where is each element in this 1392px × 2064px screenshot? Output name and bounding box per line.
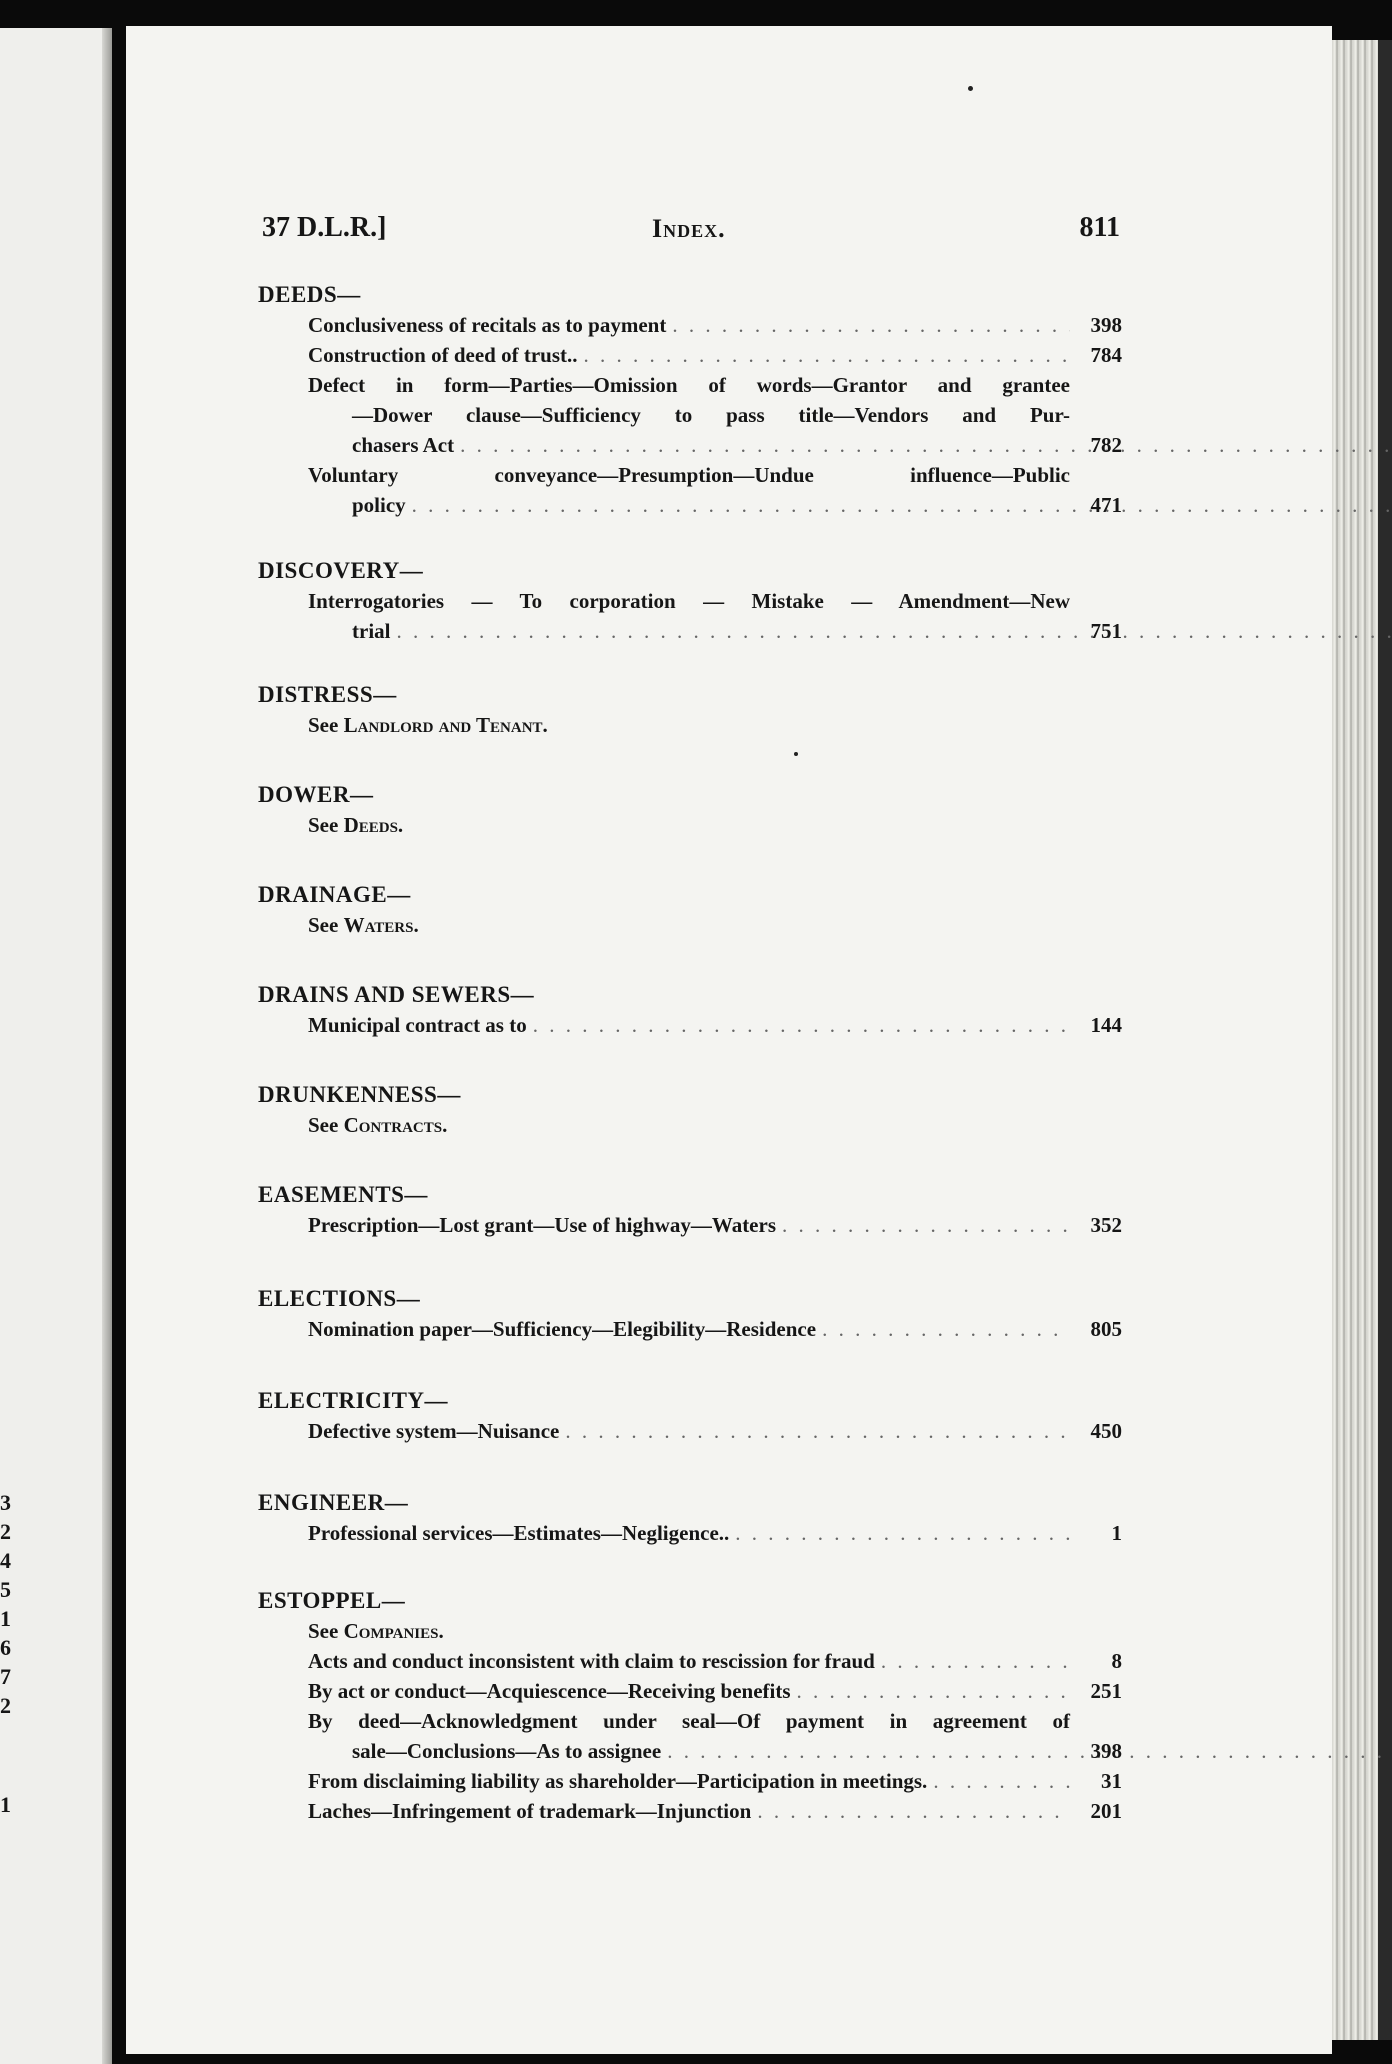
index-entry [308, 1010, 1122, 1040]
leader-dots [396, 619, 1392, 643]
index-entry [308, 1796, 1122, 1826]
leader-dots [797, 1676, 1070, 1706]
index-section [258, 1284, 1122, 1344]
entry-line: trial [352, 619, 391, 643]
entry-line: sale—Conclusions—As to assignee [352, 1739, 662, 1763]
running-title: Index. [652, 214, 726, 243]
entry-line: Conclusiveness of recitals as to payment [308, 313, 667, 337]
leader-dots [757, 1796, 1070, 1826]
entry-page-ref: 805 [1090, 1317, 1122, 1341]
index-entry [308, 1706, 1122, 1766]
facing-page-gutter [102, 28, 112, 2064]
leader-dots [460, 433, 1392, 457]
see-prefix: See [308, 913, 339, 937]
index-section [258, 280, 1122, 520]
section-heading: ENGINEER— [258, 1490, 409, 1515]
section-heading: DRAINAGE— [258, 882, 411, 907]
leader-dots [565, 1416, 1070, 1446]
index-entry [308, 1646, 1122, 1676]
section-heading: ELECTIONS— [258, 1286, 421, 1311]
entry-line: chasers Act [352, 433, 455, 457]
see-reference [308, 1110, 1122, 1140]
print-speck [794, 752, 798, 756]
entry-line: By deed—Acknowledgment under seal—Of payment in agreement of [308, 1709, 1070, 1733]
see-reference [308, 810, 1122, 840]
entry-line: Acts and conduct inconsistent with claim to rescission for fraud [308, 1649, 875, 1673]
section-heading: DISTRESS— [258, 682, 397, 707]
entry-line: Nomination paper—Sufficiency—Elegibility—Residence [308, 1317, 817, 1341]
index-section [258, 1180, 1122, 1240]
leader-dots [933, 1766, 1070, 1796]
page-number: 811 [1079, 212, 1120, 243]
section-heading: DRAINS AND SEWERS— [258, 982, 535, 1007]
leader-dots [735, 1518, 1070, 1548]
facing-page [0, 28, 112, 2064]
leader-dots [533, 1010, 1070, 1040]
entry-line: Defect in form—Parties—Omission of words—Grantor and grantee [308, 373, 1070, 397]
facing-page-fragment: 1 [0, 1792, 11, 1817]
index-entry [308, 1210, 1122, 1240]
entry-line: Interrogatories — To corporation — Mistake — Amendment—New [308, 589, 1070, 613]
entry-line: From disclaiming liability as shareholder—Participation in meetings. [308, 1769, 928, 1793]
entry-page-ref: 398 [1090, 313, 1122, 337]
entry-line: Defective system—Nuisance [308, 1419, 560, 1443]
facing-page-fragment: 3 [0, 1490, 11, 1515]
section-heading: EASEMENTS— [258, 1182, 428, 1207]
entry-line: Construction of deed of trust.. [308, 343, 578, 367]
entry-page-ref: 784 [1090, 343, 1122, 367]
index-entry [308, 460, 1122, 520]
entry-page-ref: 471 [1090, 493, 1122, 517]
entry-page-ref: 751 [1090, 619, 1122, 643]
index-entry [308, 586, 1122, 646]
see-target: Waters. [343, 913, 419, 937]
volume-label: 37 D.L.R.] [262, 212, 387, 243]
facing-page-fragment: 2 [0, 1519, 11, 1544]
section-heading: ESTOPPEL— [258, 1588, 406, 1613]
facing-page-fragment: 2 [0, 1693, 11, 1718]
see-reference [308, 1616, 1122, 1646]
index-entry [308, 310, 1122, 340]
index-section [258, 980, 1122, 1040]
facing-page-fragment: 1 [0, 1606, 11, 1631]
facing-page-fragment: 4 [0, 1548, 11, 1573]
section-heading: DOWER— [258, 782, 374, 807]
facing-page-fragment: 7 [0, 1664, 11, 1689]
entry-line: Prescription—Lost grant—Use of highway—Waters [308, 1213, 776, 1237]
entry-line: Professional services—Estimates—Negligence.. [308, 1521, 730, 1545]
entry-line: —Dower clause—Sufficiency to pass title—Vendors and Pur- [352, 403, 1070, 427]
leader-dots [672, 310, 1070, 340]
see-prefix: See [308, 1619, 339, 1643]
entry-line: Municipal contract as to [308, 1013, 527, 1037]
section-heading: ELECTRICITY— [258, 1388, 449, 1413]
index-section [258, 1586, 1122, 1826]
facing-page-fragment: 6 [0, 1635, 11, 1660]
index-section [258, 1386, 1122, 1446]
running-head [262, 212, 1120, 252]
index-section [258, 556, 1122, 646]
index-section [258, 680, 1122, 740]
leader-dots [822, 1314, 1070, 1344]
entry-page-ref: 201 [1090, 1799, 1122, 1823]
see-target: Landlord and Tenant. [343, 713, 548, 737]
index-entry [308, 370, 1122, 460]
see-prefix: See [308, 713, 339, 737]
see-reference [308, 910, 1122, 940]
index-section [258, 880, 1122, 940]
index-section [258, 1488, 1122, 1548]
entry-page-ref: 450 [1090, 1419, 1122, 1443]
entry-line: Voluntary conveyance—Presumption—Undue influence—Public [308, 463, 1070, 487]
facing-page-fragment: 5 [0, 1577, 11, 1602]
entry-page-ref: 8 [1111, 1649, 1122, 1673]
index-entry [308, 1676, 1122, 1706]
entry-page-ref: 782 [1090, 433, 1122, 457]
section-heading: DISCOVERY— [258, 558, 424, 583]
entry-page-ref: 144 [1090, 1013, 1122, 1037]
index-entry [308, 1766, 1122, 1796]
index-section [258, 780, 1122, 840]
leader-dots [667, 1739, 1392, 1763]
see-target: Companies. [343, 1619, 444, 1643]
leader-dots [782, 1210, 1070, 1240]
section-heading: DRUNKENNESS— [258, 1082, 461, 1107]
leader-dots [583, 340, 1070, 370]
index-entry [308, 1416, 1122, 1446]
see-prefix: See [308, 1113, 339, 1137]
see-target: Contracts. [343, 1113, 448, 1137]
entry-page-ref: 1 [1111, 1521, 1122, 1545]
entry-page-ref: 398 [1090, 1739, 1122, 1763]
entry-line: Laches—Infringement of trademark—Injunction [308, 1799, 752, 1823]
entry-page-ref: 31 [1101, 1769, 1122, 1793]
leader-dots [412, 493, 1392, 517]
index-entry [308, 1314, 1122, 1344]
entry-line: By act or conduct—Acquiescence—Receiving benefits [308, 1679, 791, 1703]
leader-dots [881, 1646, 1070, 1676]
entry-line: policy [352, 493, 406, 517]
entry-page-ref: 352 [1090, 1213, 1122, 1237]
print-speck [968, 86, 973, 91]
index-section [258, 1080, 1122, 1140]
index-entry [308, 340, 1122, 370]
section-heading: DEEDS— [258, 282, 361, 307]
entry-page-ref: 251 [1090, 1679, 1122, 1703]
see-target: Deeds. [343, 813, 404, 837]
index-entry [308, 1518, 1122, 1548]
see-prefix: See [308, 813, 339, 837]
see-reference [308, 710, 1122, 740]
